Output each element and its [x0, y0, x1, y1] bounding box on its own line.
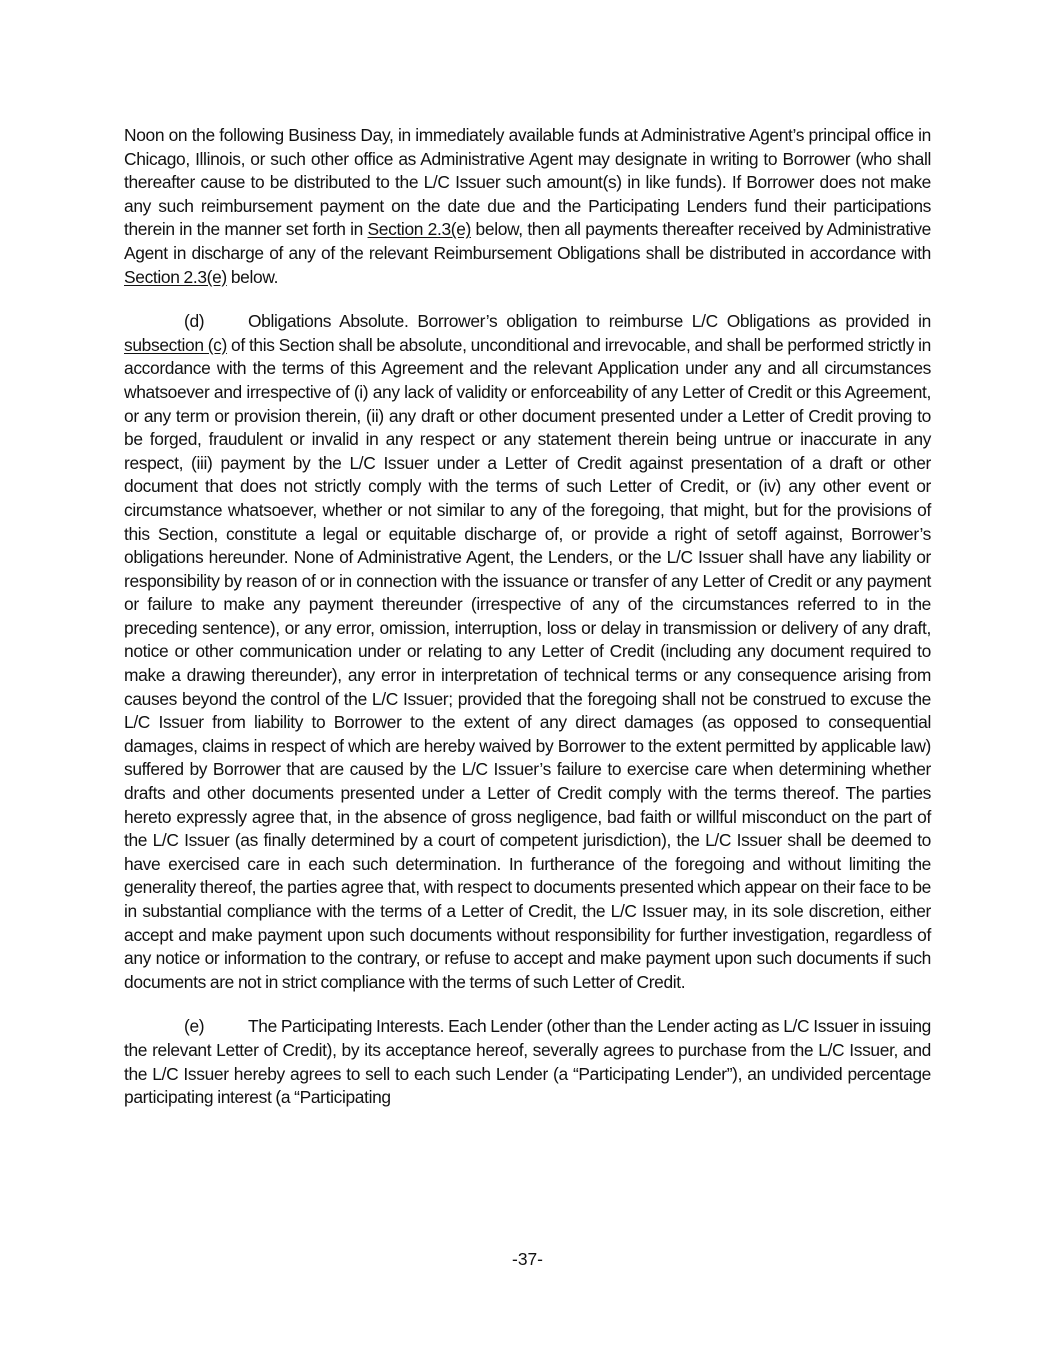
- paragraph-text: below.: [226, 266, 279, 287]
- paragraph-e: [124, 1015, 931, 1109]
- paragraph-label: (e): [184, 1016, 205, 1037]
- paragraph-label: (d): [184, 311, 205, 332]
- paragraph-text: below, then all payments thereafter received by Administrative Agent in discharge of any of the relevant Reimbursement Obligations shall be distributed in accordance with: [124, 219, 931, 263]
- section-reference: Section 2.3(e): [367, 219, 471, 240]
- paragraph-heading: Obligations Absolute.: [248, 311, 409, 332]
- paragraph-d: [124, 310, 931, 994]
- paragraph-c-continuation: [124, 124, 931, 289]
- section-reference: Section 2.3(e): [124, 266, 227, 287]
- paragraph-text: Each Lender (other than the Lender acting as L/C Issuer in issuing the relevant Letter of Credit), by its acceptance hereof, severally agrees to purchase from the L/C Issuer, and the L/C Issuer hereby agrees to sell to each such Lender (a “Participating Lender”), an undivided percentage participating interest (a “Participating: [124, 1016, 931, 1108]
- paragraph-text: of this Section shall be absolute, unconditional and irrevocable, and shall be performed strictly in accordance with the terms of this Agreement and the relevant Application under any and all circumstances whatsoever and irrespective of (i) any lack of validity or enforceability of any Letter of Credit or this Agreement, or any term or provision therein, (ii) any draft or other document presented under a Letter of Credit proving to be forged, fraudulent or invalid in any respect or any statement therein being untrue or inaccurate in any respect, (iii) payment by the L/C Issuer under a Letter of Credit against presentation of a draft or other document that does not strictly comply with the terms of such Letter of Credit, or (iv) any other event or circumstance whatsoever, whether or not similar to any of the foregoing, that might, but for the provisions of this Section, constitute a legal or equitable discharge of, or provide a right of setoff against, Borrower’s obligations hereunder. None of Administrative Agent, the Lenders, or the L/C Issuer shall have any liability or responsibility by reason of or in connection with the issuance or transfer of any Letter of Credit or any payment or failure to make any payment thereunder (irrespective of any of the circumstances referred to in the preceding sentence), or any error, omission, interruption, loss or delay in transmission or delivery of any draft, notice or other communication under or relating to any Letter of Credit (including any document required to make a drawing thereunder), any error in interpretation of technical terms or any consequence arising from causes beyond the control of the L/C Issuer; provided that the foregoing shall not be construed to excuse the L/C Issuer from liability to Borrower to the extent of any direct damages (as opposed to consequential damages, claims in respect of which are hereby waived by Borrower to the extent permitted by applicable law) suffered by Borrower that are caused by the L/C Issuer’s failure to exercise care when determining whether drafts and other documents presented under a Letter of Credit comply with the terms thereof. The parties hereto expressly agree that, in the absence of gross negligence, bad faith or willful misconduct on the part of the L/C Issuer (as finally determined by a court of competent jurisdiction), the L/C Issuer shall be deemed to have exercised care in each such determination. In furtherance of the foregoing and without limiting the generality thereof, the parties agree that, with respect to documents presented which appear on their face to be in substantial compliance with the terms of a Letter of Credit, the L/C Issuer may, in its sole discretion, either accept and make payment upon such documents without responsibility for further investigation, regardless of any notice or information to the contrary, or refuse to accept and make payment upon such documents if such documents are not in strict compliance with the terms of such Letter of Credit.: [124, 334, 931, 992]
- subsection-reference: subsection (c): [124, 334, 227, 355]
- paragraph-heading: The Participating Interests.: [248, 1016, 445, 1037]
- paragraph-text: Borrower’s obligation to reimburse L/C Obligations as provided in: [408, 311, 931, 332]
- page-number: -37-: [512, 1249, 543, 1269]
- document-page: [124, 124, 931, 1110]
- paragraph-text: Noon on the following Business Day, in immediately available funds at Administrative Agent’s principal office in Chicago, Illinois, or such other office as Administrative Agent may designate in writing to Borrower (who shall thereafter cause to be distributed to the L/C Issuer such amount(s) in like funds). If Borrower does not make any such reimbursement payment on the date due and the Participating Lenders fund their participations therein in the manner set forth in: [124, 125, 931, 240]
